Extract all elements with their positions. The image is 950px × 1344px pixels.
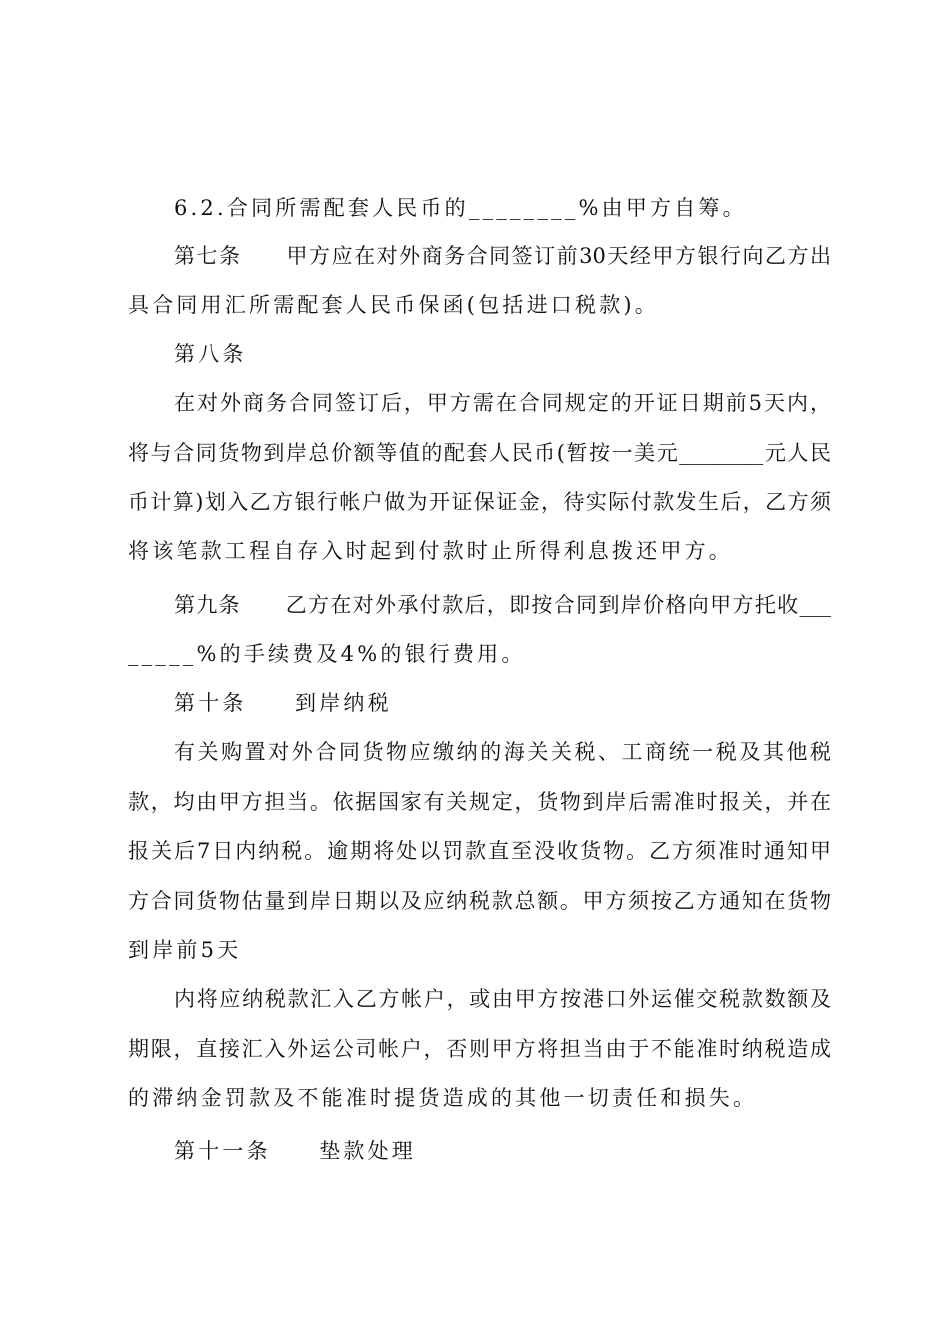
article-10-line-1: 有关购置对外合同货物应缴纳的海关关税、工商统一税及其他税 [174,740,831,764]
article-10-cont-line-1: 内将应纳税款汇入乙方帐户，或由甲方按港口外运催交税款数额及 [174,987,831,1011]
article-9-line-2: _____%的手续费及4%的银行费用。 [128,642,526,666]
article-10-cont-line-3: 的滞纳金罚款及不能准时提货造成的其他一切责任和损失。 [128,1086,758,1110]
article-11-heading: 第十一条 垫款处理 [174,1139,416,1163]
article-7-line-1: 第七条 甲方应在对外商务合同签订前30天经甲方银行向乙方出 [174,244,831,268]
article-10-heading: 第十条 到岸纳税 [174,691,392,715]
article-10-line-4: 方合同货物估量到岸日期以及应纳税款总额。甲方须按乙方通知在货物 [128,889,831,913]
article-9-line-1: 第九条 乙方在对外承付款后，即按合同到岸价格向甲方托收___ [174,593,831,617]
article-7-line-2: 具合同用汇所需配套人民币保函(包括进口税款)。 [128,293,659,317]
article-8-heading: 第八条 [174,342,247,366]
clause-6-2: 6.2.合同所需配套人民币的________%由甲方自筹。 [174,196,747,220]
article-8-line-1: 在对外商务合同签订后，甲方需在合同规定的开证日期前5天内， [174,391,831,415]
article-8-line-3: 币计算)划入乙方银行帐户做为开证保证金，待实际付款发生后，乙方须 [128,490,831,514]
article-8-line-4: 将该笔款工程自存入时起到付款时止所得利息拨还甲方。 [128,539,733,563]
article-10-cont-line-2: 期限，直接汇入外运公司帐户，否则甲方将担当由于不能准时纳税造成 [128,1037,831,1061]
article-10-line-5: 到岸前5天 [128,938,242,962]
article-10-line-3: 报关后7日内纳税。逾期将处以罚款直至没收货物。乙方须准时通知甲 [128,839,831,863]
article-8-line-2: 将与合同货物到岸总价额等值的配套人民币(暂按一美元________元人民 [128,441,831,465]
article-10-line-2: 款，均由甲方担当。依据国家有关规定，货物到岸后需准时报关，并在 [128,790,831,814]
